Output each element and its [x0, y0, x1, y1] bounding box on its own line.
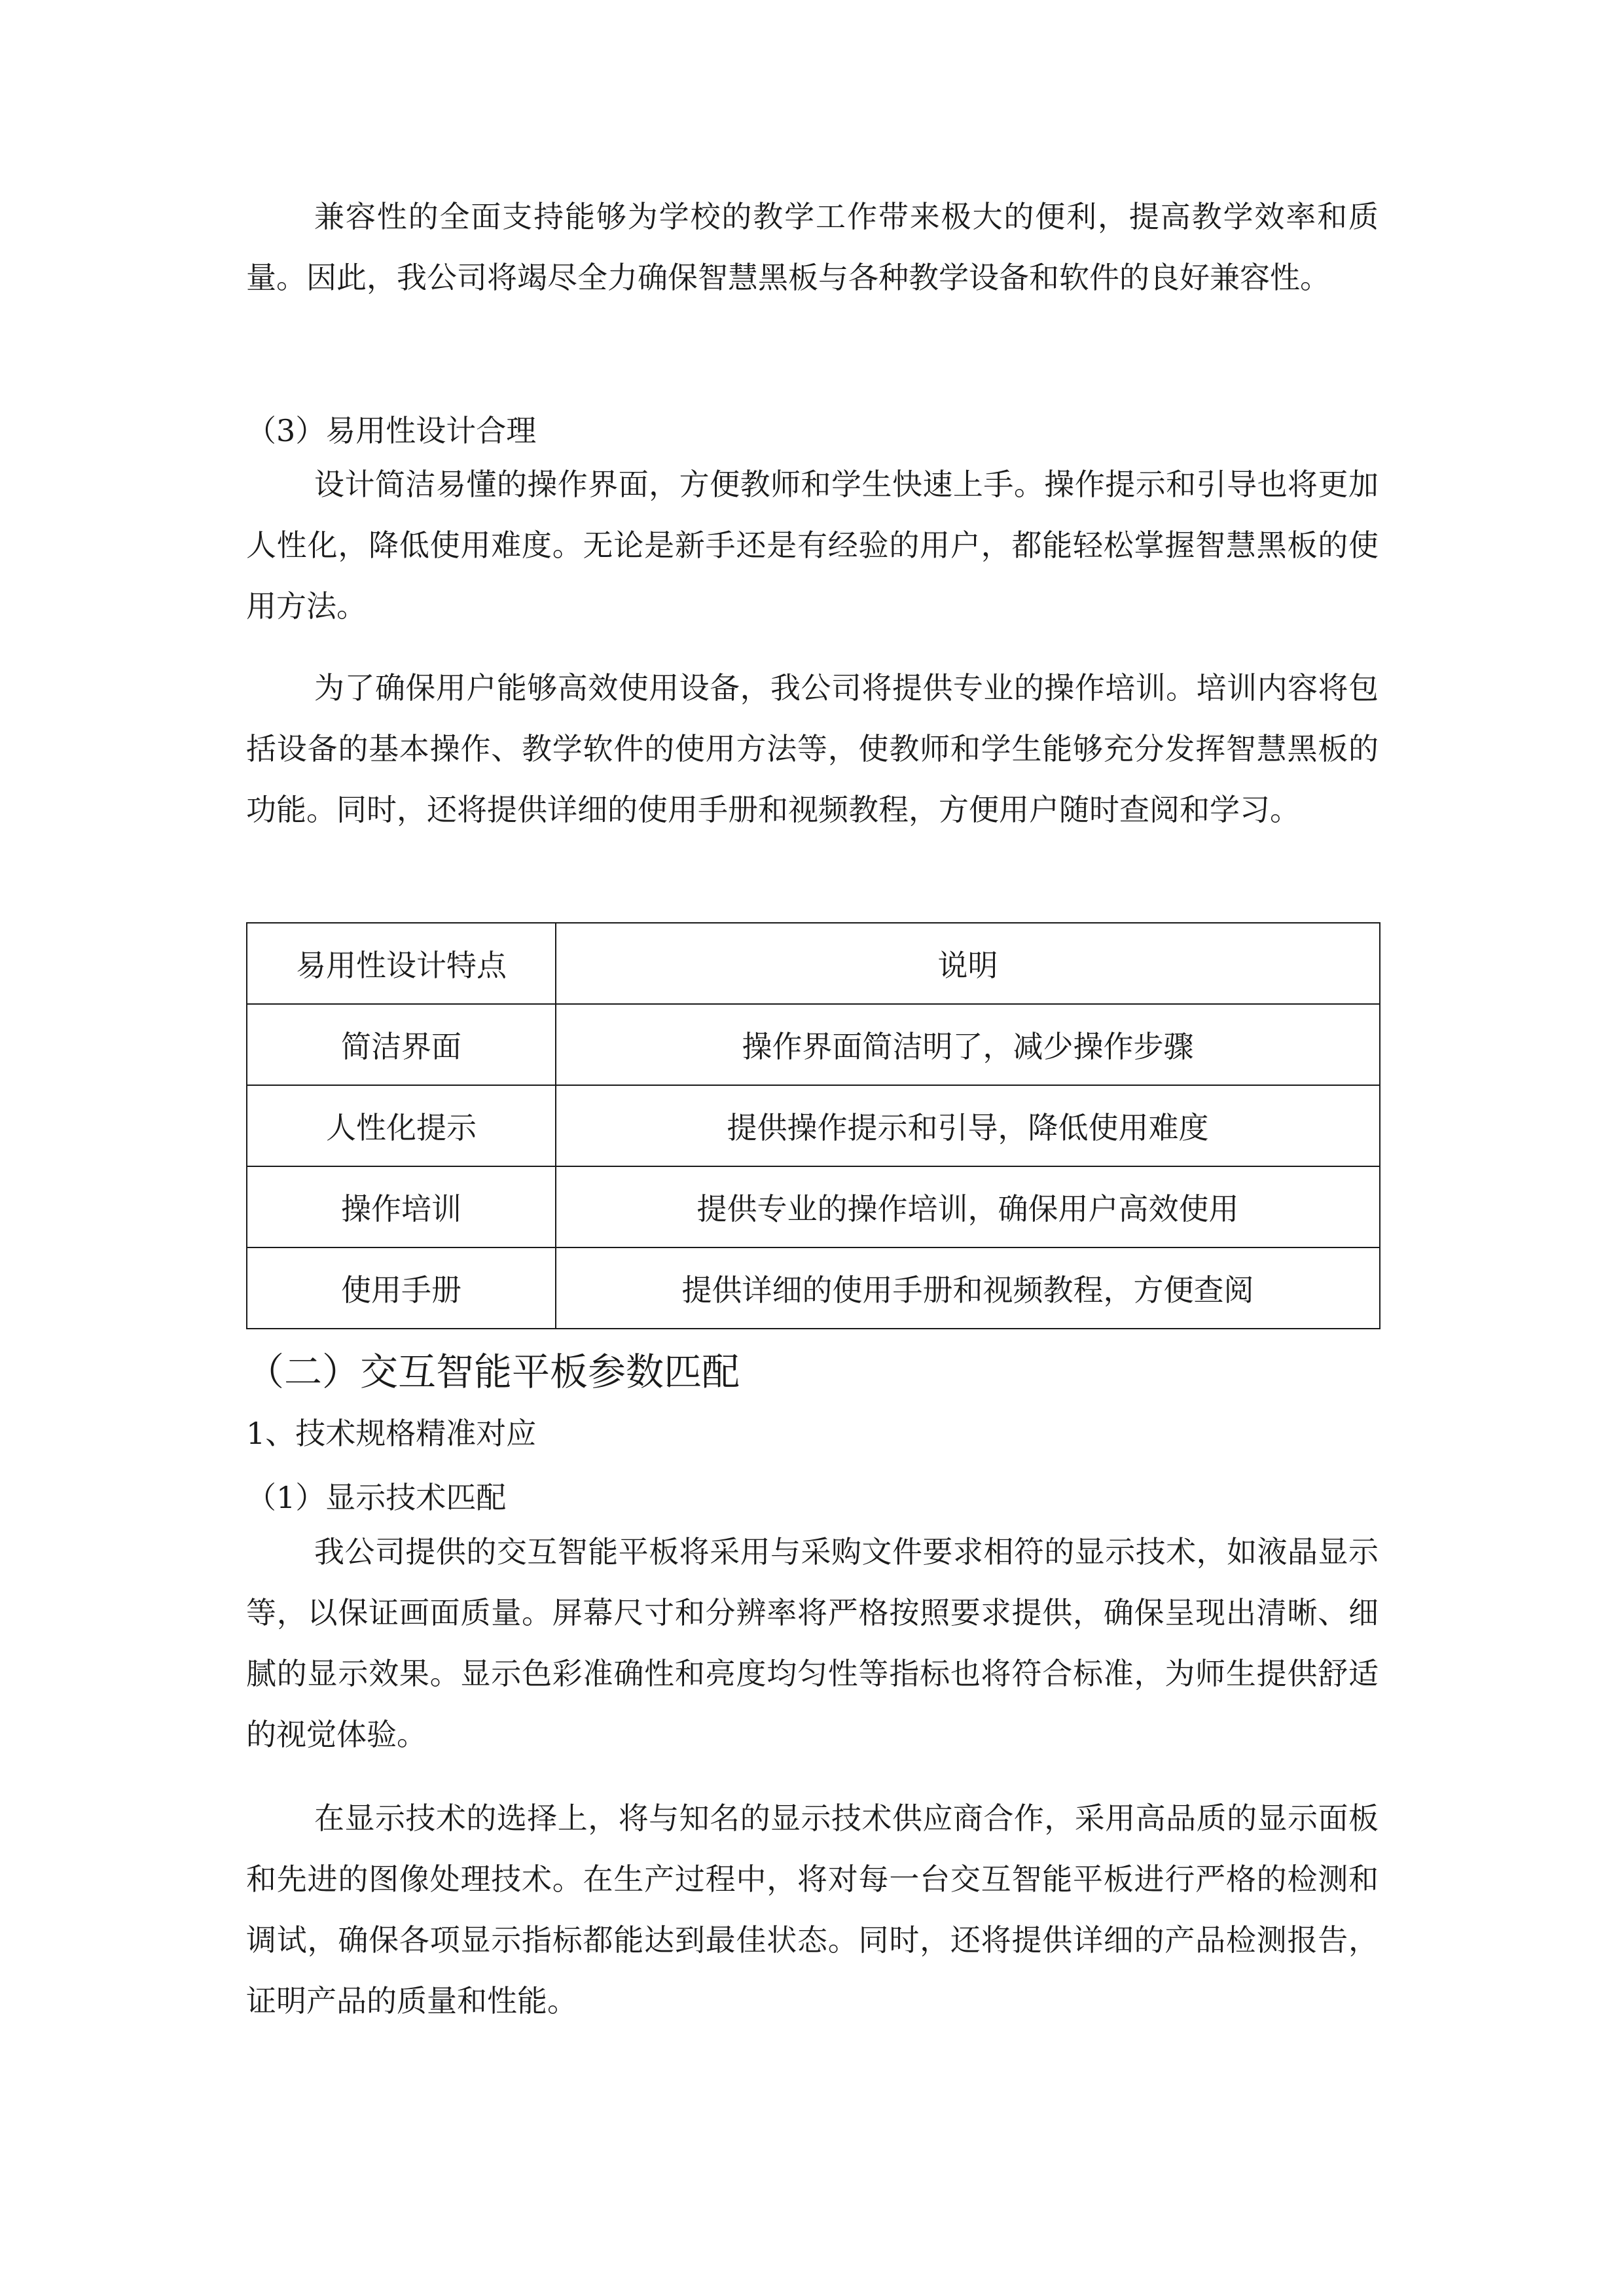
- paragraph-display-supplier: 在显示技术的选择上，将与知名的显示技术供应商合作，采用高品质的显示面板和先进的图像处理技术。在生产过程中，将对每一台交互智能平板进行严格的检测和调试，确保各项显示指标都能达到最佳状态。同时，还将提供详细的产品检测报告，证明产品的质量和性能。: [246, 1801, 1379, 2018]
- table-row: [247, 1247, 1380, 1329]
- table-row: [247, 1166, 1380, 1247]
- table-header-feature: 易用性设计特点: [247, 923, 556, 1004]
- table-cell-description: 提供详细的使用手册和视频教程，方便查阅: [556, 1247, 1380, 1329]
- section-heading-usability: （3）易用性设计合理: [246, 413, 537, 448]
- table-header-row: [247, 923, 1380, 1004]
- table-cell-description: 提供操作提示和引导，降低使用难度: [556, 1085, 1380, 1166]
- section-heading-tech-specs: 1、技术规格精准对应: [246, 1416, 537, 1451]
- table-row: [247, 1085, 1380, 1166]
- table-cell-feature: 人性化提示: [247, 1085, 556, 1166]
- table-cell-feature: 操作培训: [247, 1166, 556, 1247]
- usability-features-table: [246, 922, 1380, 1329]
- chapter-heading-panel-params: （二）交互智能平板参数匹配: [246, 1350, 740, 1394]
- table-cell-description: 提供专业的操作培训，确保用户高效使用: [556, 1166, 1380, 1247]
- paragraph-usability-design: 设计简洁易懂的操作界面，方便教师和学生快速上手。操作提示和引导也将更加人性化，降低使用难度。无论是新手还是有经验的用户，都能轻松掌握智慧黑板的使用方法。: [246, 467, 1379, 624]
- section-heading-display-tech: （1）显示技术匹配: [246, 1480, 507, 1515]
- table-row: [247, 1004, 1380, 1085]
- table-cell-description: 操作界面简洁明了，减少操作步骤: [556, 1004, 1380, 1085]
- paragraph-operation-training: 为了确保用户能够高效使用设备，我公司将提供专业的操作培训。培训内容将包括设备的基本操作、教学软件的使用方法等，使教师和学生能够充分发挥智慧黑板的功能。同时，还将提供详细的使用手册和视频教程，方便用户随时查阅和学习。: [246, 670, 1379, 827]
- table-cell-feature: 简洁界面: [247, 1004, 556, 1085]
- paragraph-display-tech: 我公司提供的交互智能平板将采用与采购文件要求相符的显示技术，如液晶显示等，以保证画面质量。屏幕尺寸和分辨率将严格按照要求提供，确保呈现出清晰、细腻的显示效果。显示色彩准确性和亮度均匀性等指标也将符合标准，为师生提供舒适的视觉体验。: [246, 1534, 1379, 1752]
- table-cell-feature: 使用手册: [247, 1247, 556, 1329]
- table-header-description: 说明: [556, 923, 1380, 1004]
- paragraph-compatibility-summary: 兼容性的全面支持能够为学校的教学工作带来极大的便利，提高教学效率和质量。因此，我公司将竭尽全力确保智慧黑板与各种教学设备和软件的良好兼容性。: [246, 199, 1379, 295]
